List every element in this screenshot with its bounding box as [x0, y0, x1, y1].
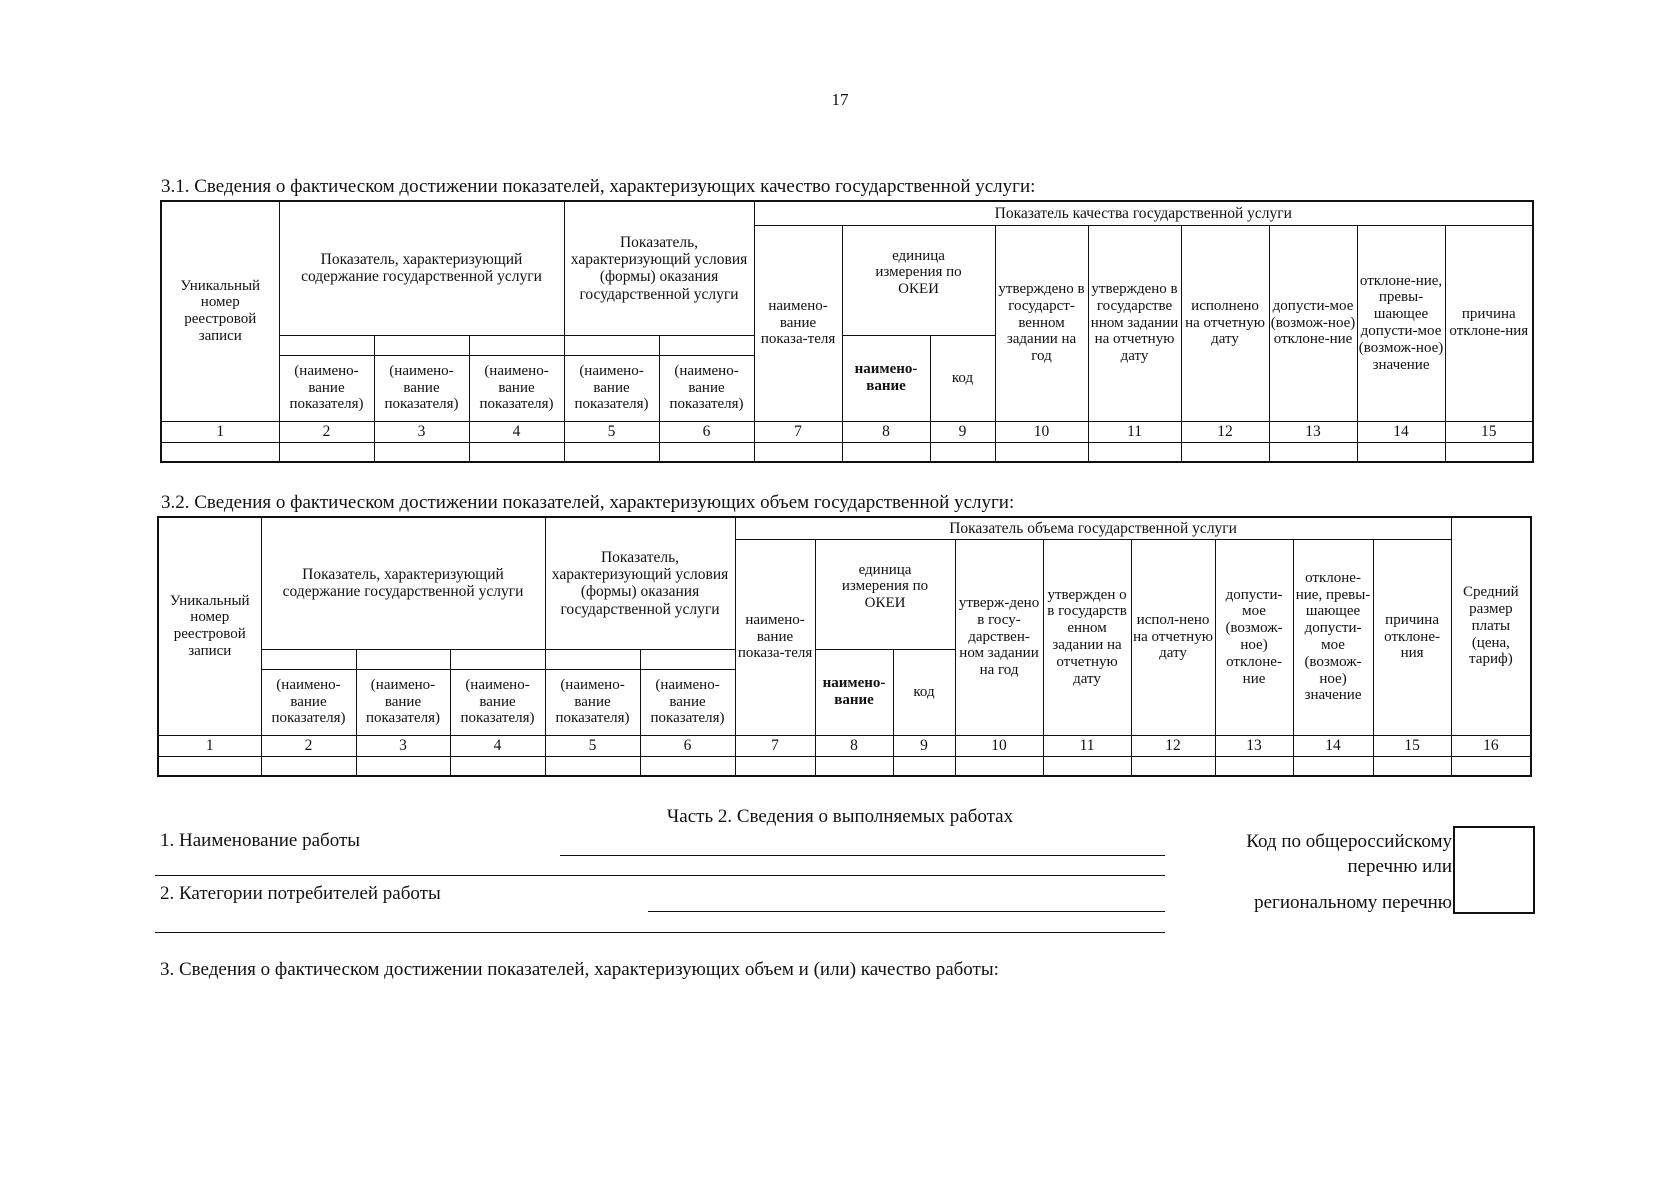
- col-allowed-deviation: допусти-мое (возмож-ное) отклоне-ние: [1269, 225, 1357, 421]
- code-label-line-2: перечню или: [1347, 855, 1452, 877]
- col-allowed-deviation: допусти-мое (возмож-ное) отклоне-ние: [1215, 539, 1293, 735]
- work-name-field[interactable]: [560, 855, 1165, 856]
- sub-indicator-name: (наимено-вание показателя): [659, 355, 754, 421]
- consumers-label: 2. Категории потребителей работы: [160, 883, 441, 904]
- sub-indicator-name: (наимено-вание показателя): [640, 669, 735, 735]
- col-content-indicator: Показатель, характеризующий содержание государственной услуги: [261, 517, 545, 649]
- col-unit-name: наимено-вание: [842, 335, 930, 421]
- section-3-work-title: 3. Сведения о фактическом достижении показателей, характеризующих объем и (или) качество работы:: [160, 959, 999, 980]
- col-excess-deviation: отклоне-ние, превы-шающее допусти-мое (возмож-ное) значение: [1357, 225, 1445, 421]
- col-volume-group: Показатель объема государственной услуги: [735, 517, 1451, 539]
- col-conditions-indicator: Показатель, характеризующий условия (формы) оказания государственной услуги: [545, 517, 735, 649]
- col-unit-code: код: [930, 335, 995, 421]
- code-label-line-1: Код по общероссийскому: [1246, 831, 1452, 852]
- col-deviation-reason: причина отклоне-ния: [1445, 225, 1533, 421]
- col-deviation-reason: причина отклоне-ния: [1373, 539, 1451, 735]
- col-conditions-indicator: Показатель, характеризующий условия (формы) оказания государственной услуги: [564, 201, 754, 335]
- empty-data-row: [158, 756, 1531, 776]
- part-2-heading: Часть 2. Сведения о выполняемых работах: [666, 806, 1014, 827]
- col-approved-year: утверж-дено в госу-дарствен-ном задании на год: [955, 539, 1043, 735]
- column-numbers-row: 1 2 3 4 5 6 7 8 9 10 11 12 13 14 15: [161, 421, 1533, 442]
- col-approved-date: утвержден о в государств енном задании на отчетную дату: [1043, 539, 1131, 735]
- col-quality-group: Показатель качества государственной услуги: [754, 201, 1533, 225]
- col-executed: исполнено на отчетную дату: [1181, 225, 1269, 421]
- col-approved-date: утверждено в государстве нном задании на отчетную дату: [1088, 225, 1181, 421]
- sub-indicator-name: (наимено-вание показателя): [469, 355, 564, 421]
- sub-indicator-name: (наимено-вание показателя): [545, 669, 640, 735]
- col-unit-name: наимено-вание: [815, 649, 893, 735]
- quality-indicators-table: [160, 200, 1534, 463]
- work-name-label: 1. Наименование работы: [160, 830, 361, 851]
- col-excess-deviation: отклоне-ние, превы-шающее допусти-мое (возмож-ное) значение: [1293, 539, 1373, 735]
- section-3-2-title: 3.2. Сведения о фактическом достижении показателей, характеризующих объем государственной услуги:: [161, 492, 1015, 513]
- col-indicator-name: наимено-вание показа-теля: [735, 539, 815, 735]
- code-box[interactable]: [1453, 826, 1535, 914]
- col-average-fee: Средний размер платы (цена, тариф): [1451, 517, 1531, 735]
- consumers-field-continuation[interactable]: [155, 932, 1165, 933]
- sub-indicator-name: (наимено-вание показателя): [261, 669, 356, 735]
- column-numbers-row: 1 2 3 4 5 6 7 8 9 10 11 12 13 14 15 16: [158, 735, 1531, 756]
- empty-data-row: [161, 442, 1533, 462]
- sub-indicator-name: (наимено-вание показателя): [374, 355, 469, 421]
- sub-indicator-name: (наимено-вание показателя): [356, 669, 450, 735]
- sub-indicator-name: (наимено-вание показателя): [450, 669, 545, 735]
- col-unit-okei: единица измерения по ОКЕИ: [815, 539, 955, 649]
- volume-indicators-table: [157, 516, 1532, 777]
- sub-indicator-name: (наимено-вание показателя): [564, 355, 659, 421]
- code-label-line-3: региональному перечню: [1254, 892, 1452, 914]
- work-name-field-continuation[interactable]: [155, 875, 1165, 876]
- col-executed: испол-нено на отчетную дату: [1131, 539, 1215, 735]
- col-approved-year: утверждено в государст-венном задании на год: [995, 225, 1088, 421]
- col-unit-okei: единица измерения по ОКЕИ: [842, 225, 995, 335]
- section-3-1-title: 3.1. Сведения о фактическом достижении показателей, характеризующих качество государственной услуги:: [161, 176, 1036, 197]
- col-content-indicator: Показатель, характеризующий содержание государственной услуги: [279, 201, 564, 335]
- sub-indicator-name: (наимено-вание показателя): [279, 355, 374, 421]
- col-unique-number: Уникальный номер реестровой записи: [161, 201, 279, 421]
- consumers-field[interactable]: [648, 911, 1165, 912]
- code-label: [1180, 830, 1452, 916]
- col-unique-number: Уникальный номер реестровой записи: [158, 517, 261, 735]
- col-indicator-name: наимено-вание показа-теля: [754, 225, 842, 421]
- col-unit-code: код: [893, 649, 955, 735]
- page-number: 17: [831, 90, 849, 109]
